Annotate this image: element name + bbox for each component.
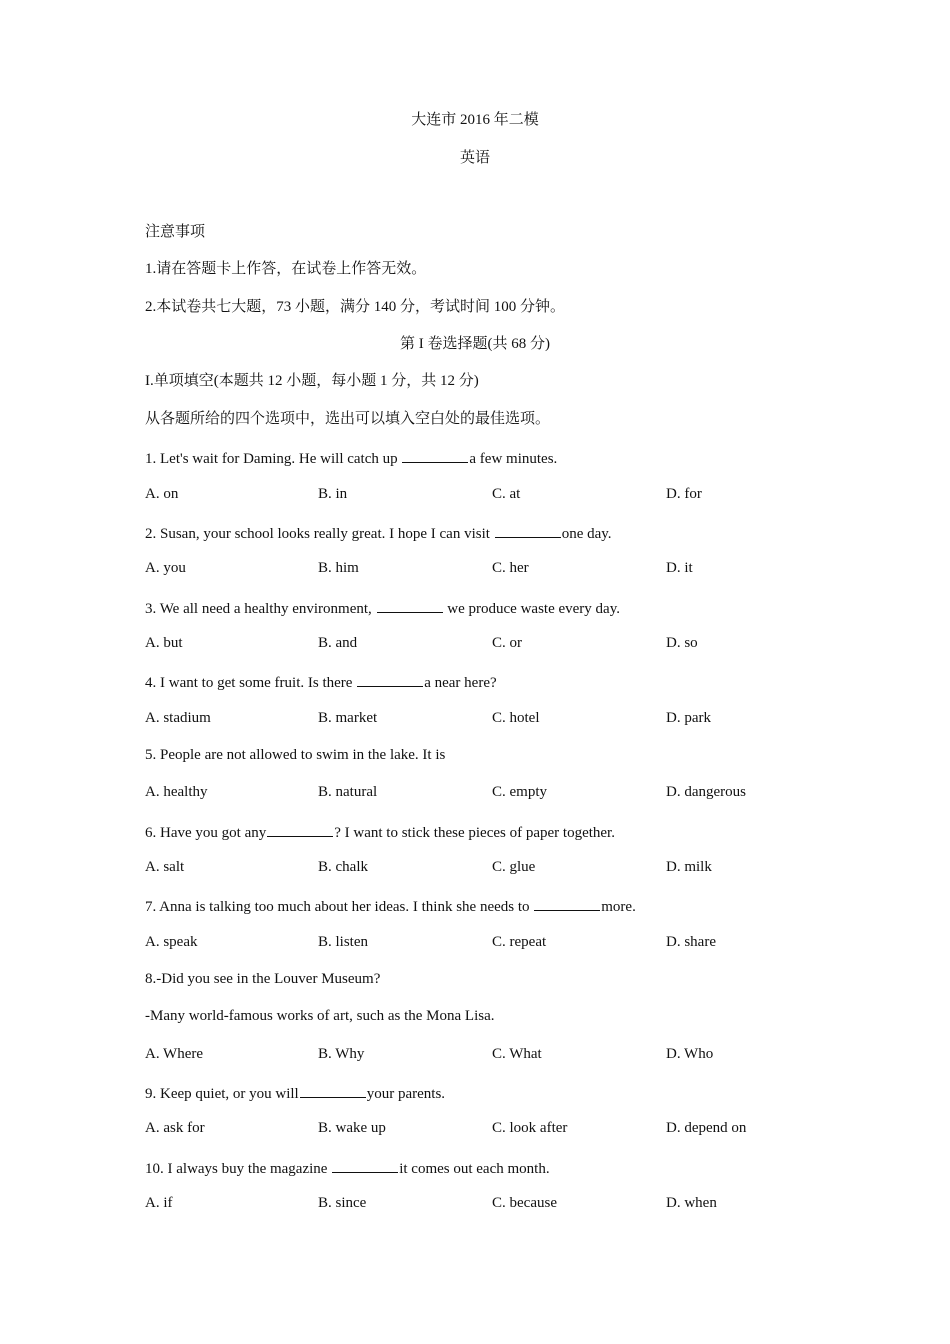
option-c: C. her: [492, 560, 529, 576]
option-c: C. or: [492, 635, 522, 651]
option-a: A. Where: [145, 1046, 204, 1062]
option-c: C. look after: [492, 1120, 568, 1136]
stem-text: 10. I always buy the magazine: [145, 1161, 332, 1177]
option-b: B. chalk: [318, 859, 368, 875]
question-stem: 5. People are not allowed to swim in the lake. It is: [145, 747, 446, 763]
option-d: D. dangerous: [666, 784, 746, 800]
part-title: 第 I 卷选择题(共 68 分): [400, 336, 550, 352]
option-d: D. share: [666, 934, 716, 950]
option-c: C. hotel: [492, 710, 540, 726]
page-title: 大连市 2016 年二模: [411, 112, 539, 128]
answer-blank: [357, 670, 423, 687]
question-stem: 8.-Did you see in the Louver Museum?: [145, 971, 381, 987]
answer-blank: [300, 1081, 366, 1098]
option-b: B. him: [318, 560, 359, 576]
option-a: A. healthy: [145, 784, 208, 800]
stem-text: 9. Keep quiet, or you will: [145, 1086, 299, 1102]
option-d: D. so: [666, 635, 698, 651]
question-stem-reply: -Many world-famous works of art, such as the Mona Lisa.: [145, 1008, 495, 1024]
option-b: B. listen: [318, 934, 369, 950]
notes-heading: 注意事项: [145, 224, 206, 240]
option-a: A. ask for: [145, 1120, 205, 1136]
stem-text: 7. Anna is talking too much about her ideas. I think she needs to: [145, 899, 534, 915]
option-a: A. you: [145, 560, 186, 576]
section-title: I.单项填空(本题共 12 小题，每小题 1 分，共 12 分): [145, 373, 479, 389]
option-a: A. speak: [145, 934, 198, 950]
answer-blank: [402, 446, 468, 463]
stem-text: 1. Let's wait for Daming. He will catch up: [145, 451, 402, 467]
option-d: D. park: [666, 710, 711, 726]
stem-text: one day.: [561, 526, 612, 542]
option-d: D. when: [666, 1195, 717, 1211]
option-d: D. milk: [666, 859, 712, 875]
answer-blank: [377, 596, 443, 613]
option-d: D. for: [666, 486, 702, 502]
note-item: 1.请在答题卡上作答，在试卷上作答无效。: [145, 261, 427, 277]
question-stem: [145, 446, 557, 469]
stem-text: a few minutes.: [469, 451, 558, 467]
stem-text: more.: [601, 899, 636, 915]
option-a: A. if: [145, 1195, 173, 1211]
option-b: B. market: [318, 710, 378, 726]
answer-blank: [267, 820, 333, 837]
option-b: B. and: [318, 635, 358, 651]
answer-blank: [495, 521, 561, 538]
question-stem: [145, 596, 620, 619]
question-stem: [145, 820, 615, 843]
stem-text: we produce waste every day.: [443, 601, 620, 617]
option-b: B. wake up: [318, 1120, 386, 1136]
stem-text: it comes out each month.: [399, 1161, 550, 1177]
option-c: C. at: [492, 486, 521, 502]
option-c: C. repeat: [492, 934, 547, 950]
stem-text: your parents.: [366, 1086, 446, 1102]
section-instruction: 从各题所给的四个选项中，选出可以填入空白处的最佳选项。: [145, 411, 551, 427]
stem-text: 2. Susan, your school looks really great. I hope I can visit: [145, 526, 494, 542]
stem-text: 4. I want to get some fruit. Is there: [145, 675, 357, 691]
answer-blank: [332, 1156, 398, 1173]
stem-text: 6. Have you got any: [145, 825, 267, 841]
subject-title: 英语: [459, 150, 490, 166]
question-stem: [145, 894, 636, 917]
question-stem: [145, 1081, 445, 1104]
option-d: D. it: [666, 560, 693, 576]
stem-text: ? I want to stick these pieces of paper together.: [334, 825, 615, 841]
option-b: B. in: [318, 486, 348, 502]
option-c: C. glue: [492, 859, 536, 875]
option-c: C. What: [492, 1046, 542, 1062]
option-a: A. salt: [145, 859, 185, 875]
option-c: C. because: [492, 1195, 557, 1211]
option-b: B. since: [318, 1195, 367, 1211]
stem-text: a near here?: [424, 675, 497, 691]
option-c: C. empty: [492, 784, 547, 800]
option-a: A. but: [145, 635, 183, 651]
question-stem: [145, 1156, 550, 1179]
answer-blank: [534, 894, 600, 911]
question-stem: [145, 670, 497, 693]
note-item: 2.本试卷共七大题，73 小题，满分 140 分，考试时间 100 分钟。: [145, 299, 566, 315]
option-a: A. stadium: [145, 710, 211, 726]
option-b: B. natural: [318, 784, 378, 800]
option-b: B. Why: [318, 1046, 365, 1062]
option-a: A. on: [145, 486, 179, 502]
question-stem: [145, 521, 612, 544]
option-d: D. depend on: [666, 1120, 747, 1136]
option-d: D. Who: [666, 1046, 714, 1062]
stem-text: 3. We all need a healthy environment,: [145, 601, 376, 617]
